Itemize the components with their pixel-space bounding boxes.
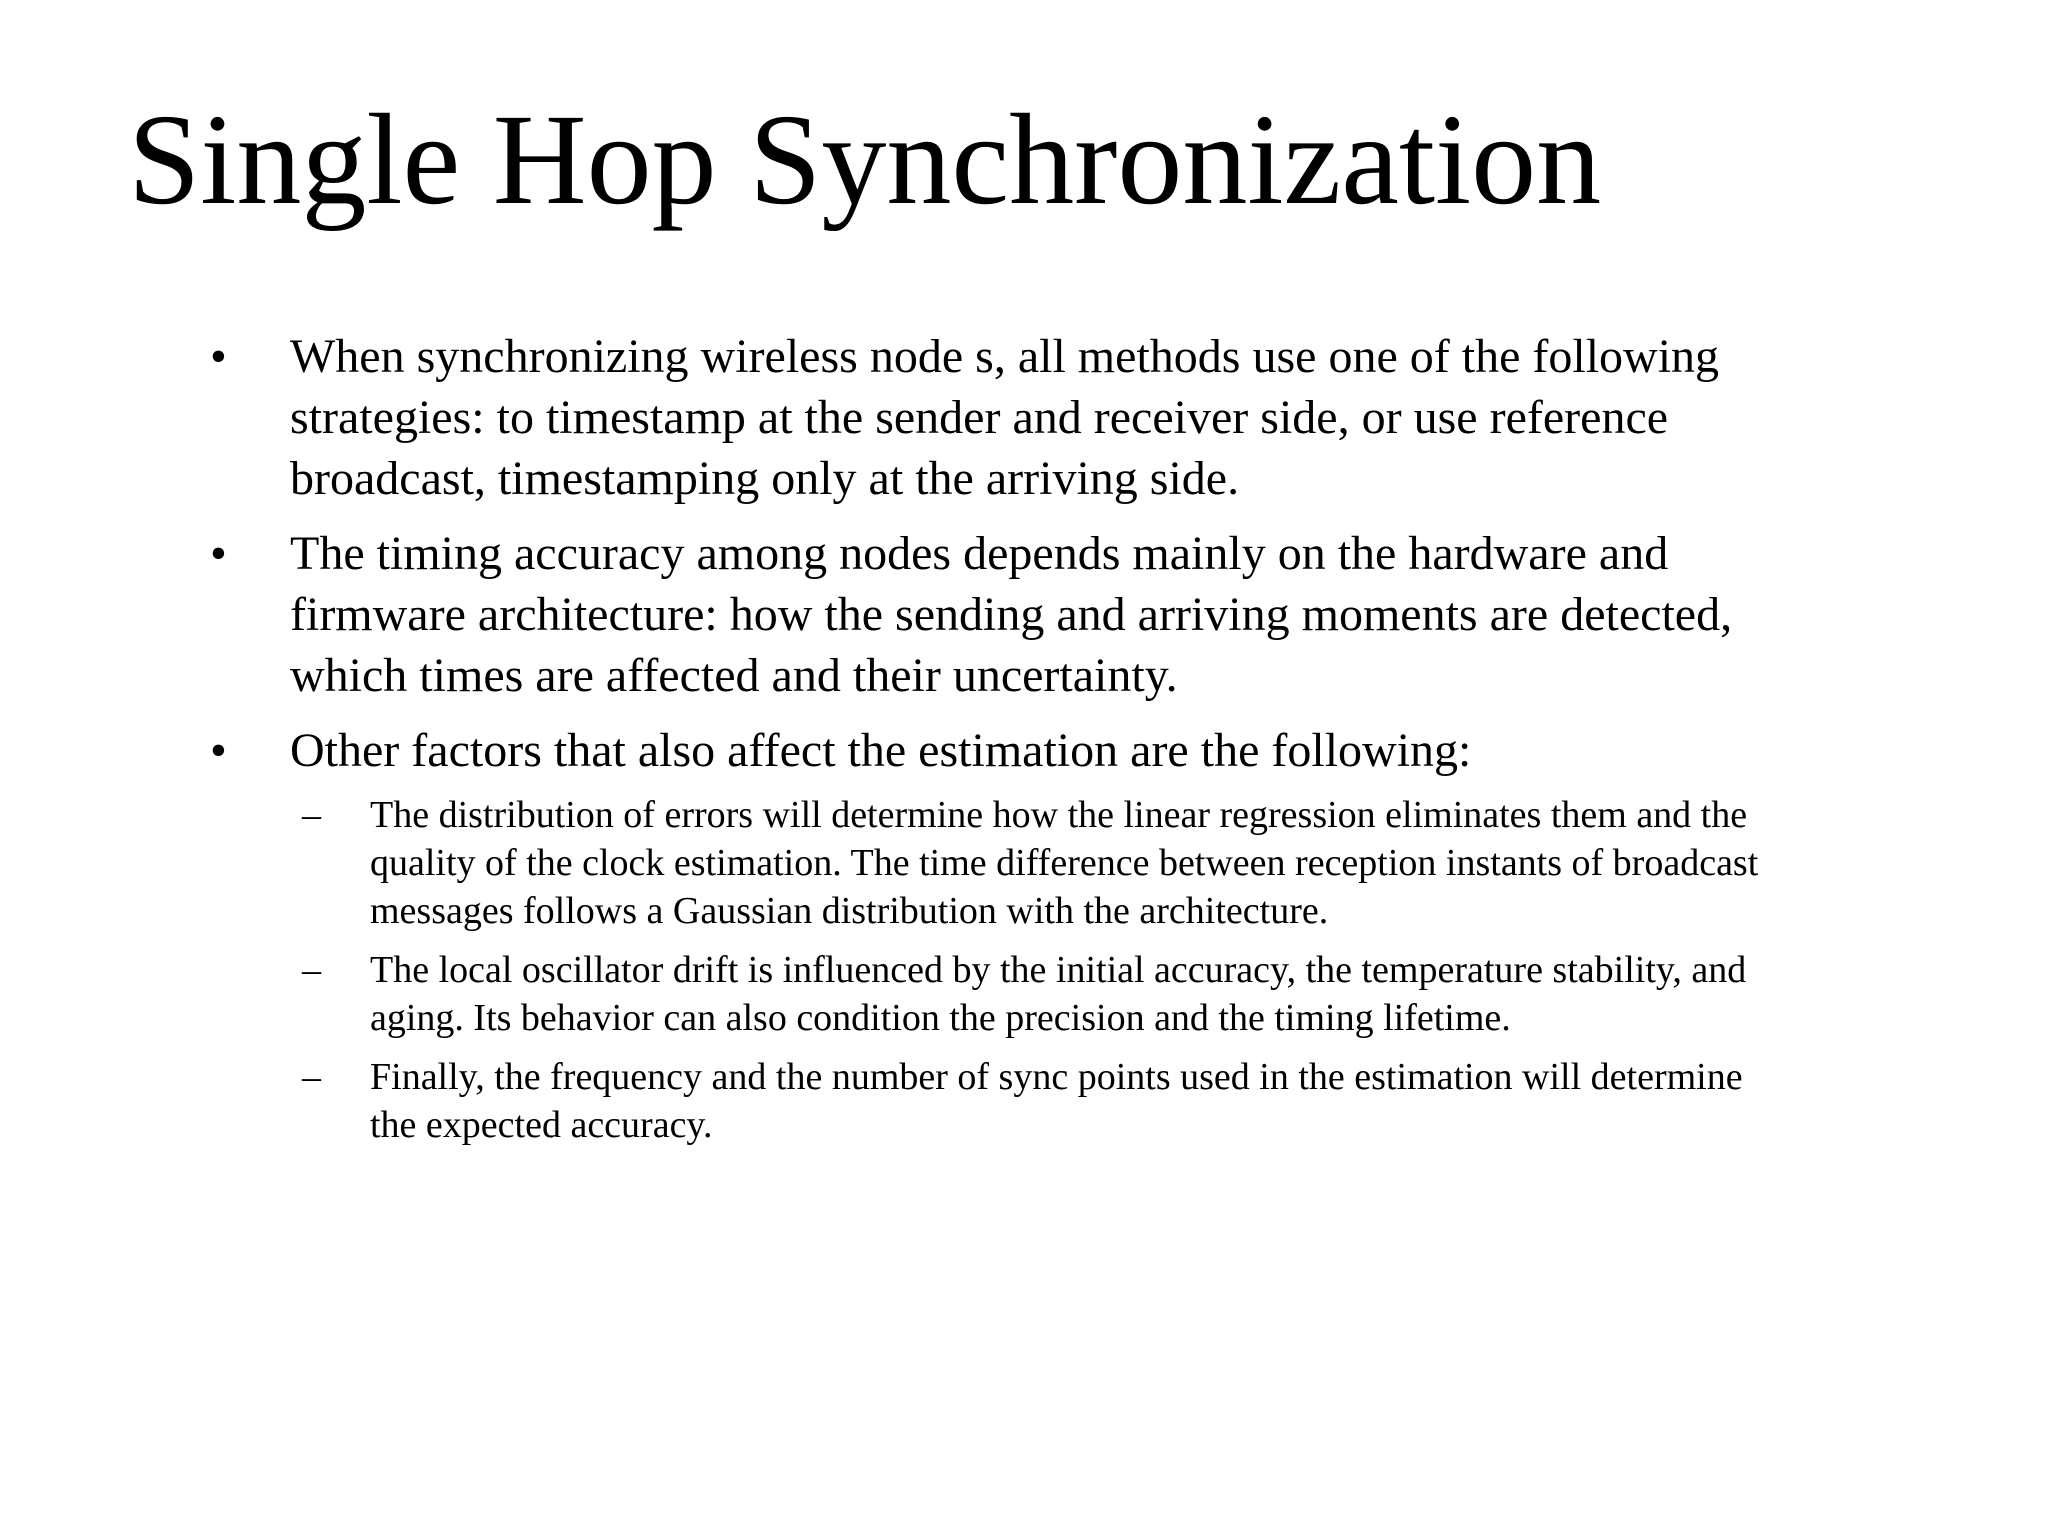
sub-bullet-marker: – (302, 949, 321, 991)
sub-bullet-item (302, 791, 1790, 935)
sub-bullet-marker: – (302, 794, 321, 836)
bullet-marker: • (210, 724, 227, 777)
bullet-list (210, 326, 1810, 1163)
bullet-text: When synchronizing wireless node s, all methods use one of the following strategies: to timestamp at the sender and receiver side, or use reference broadcast, timestamping only at the arriving side. (290, 330, 1720, 505)
sub-bullet-text: The local oscillator drift is influenced by the initial accuracy, the temperature stability, and aging. Its behavior can also condition the precision and the timing lifetime. (370, 949, 1747, 1039)
bullet-item (210, 523, 1810, 706)
bullet-text: Other factors that also affect the estimation are the following: (290, 724, 1472, 777)
bullet-text: The timing accuracy among nodes depends mainly on the hardware and firmware architecture: how the sending and arriving moments are detected, which times are affected and their uncertainty. (290, 527, 1733, 702)
sub-bullet-text: The distribution of errors will determine how the linear regression eliminates them and the quality of the clock estimation. The time difference between reception instants of broadcast messages follows a Gaussian distribution with the architecture. (370, 794, 1759, 932)
sub-bullet-list (302, 791, 1810, 1149)
sub-bullet-item (302, 1053, 1790, 1149)
sub-bullet-item (302, 946, 1790, 1042)
slide-title: Single Hop Synchronization (128, 88, 1602, 232)
bullet-item (210, 720, 1810, 1149)
sub-bullet-text: Finally, the frequency and the number of sync points used in the estimation will determine the expected accuracy. (370, 1056, 1743, 1146)
bullet-item (210, 326, 1810, 509)
bullet-marker: • (210, 330, 227, 383)
bullet-marker: • (210, 527, 227, 580)
sub-bullet-marker: – (302, 1056, 321, 1098)
